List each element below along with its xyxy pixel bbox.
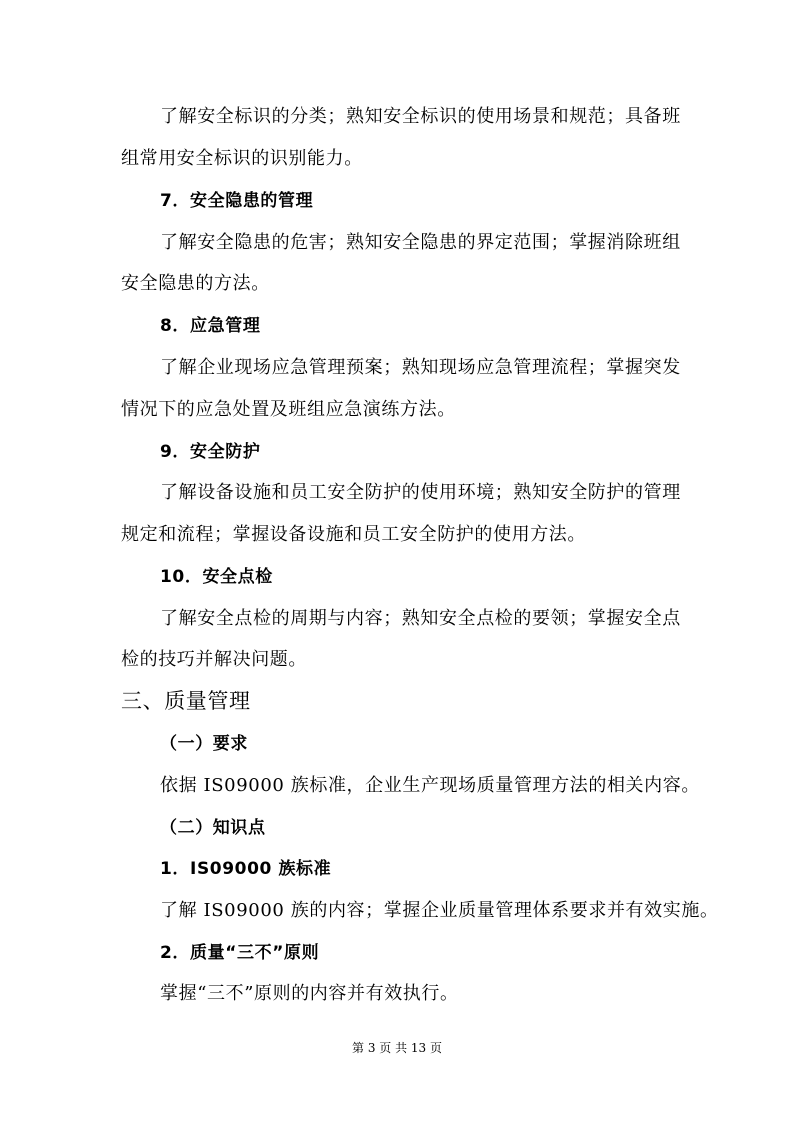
paragraph-inspection-line-1: 了解安全点检的周期与内容；熟知安全点检的要领；掌握安全点 bbox=[160, 608, 681, 629]
paragraph-hazard-line-2: 安全隐患的方法。 bbox=[121, 273, 270, 294]
subheading-requirements: （一）要求 bbox=[160, 734, 248, 754]
paragraph-safety-signs-line-2: 组常用安全标识的识别能力。 bbox=[121, 148, 363, 169]
section-heading-quality-management: 三、质量管理 bbox=[121, 689, 251, 713]
paragraph-protection-line-1: 了解设备设施和员工安全防护的使用环境；熟知安全防护的管理 bbox=[160, 482, 681, 503]
heading-hazard-management: 7．安全隐患的管理 bbox=[160, 191, 314, 211]
paragraph-iso9000: 了解 IS09000 族的内容；掌握企业质量管理体系要求并有效实施。 bbox=[160, 900, 719, 921]
paragraph-hazard-line-1: 了解安全隐患的危害；熟知安全隐患的界定范围；掌握消除班组 bbox=[160, 232, 681, 253]
paragraph-safety-signs-line-1: 了解安全标识的分类；熟知安全标识的使用场景和规范；具备班 bbox=[160, 106, 681, 127]
paragraph-protection-line-2: 规定和流程；掌握设备设施和员工安全防护的使用方法。 bbox=[121, 524, 586, 545]
page-number-footer: 第 3 页 共 13 页 bbox=[352, 1041, 442, 1055]
heading-safety-protection: 9．安全防护 bbox=[160, 442, 261, 462]
paragraph-inspection-line-2: 检的技巧并解决问题。 bbox=[121, 649, 307, 670]
subheading-knowledge-points: （二）知识点 bbox=[160, 818, 266, 838]
heading-safety-inspection: 10．安全点检 bbox=[160, 567, 273, 587]
paragraph-emergency-line-1: 了解企业现场应急管理预案；熟知现场应急管理流程；掌握突发 bbox=[160, 357, 681, 378]
paragraph-three-no-principle: 掌握“三不”原则的内容并有效执行。 bbox=[160, 983, 459, 1004]
paragraph-requirements: 依据 IS09000 族标准，企业生产现场质量管理方法的相关内容。 bbox=[160, 775, 700, 796]
heading-iso9000: 1．IS09000 族标准 bbox=[160, 859, 332, 879]
heading-three-no-principle: 2．质量“三不”原则 bbox=[160, 943, 320, 963]
heading-emergency-management: 8．应急管理 bbox=[160, 316, 261, 336]
paragraph-emergency-line-2: 情况下的应急处置及班组应急演练方法。 bbox=[121, 399, 456, 420]
